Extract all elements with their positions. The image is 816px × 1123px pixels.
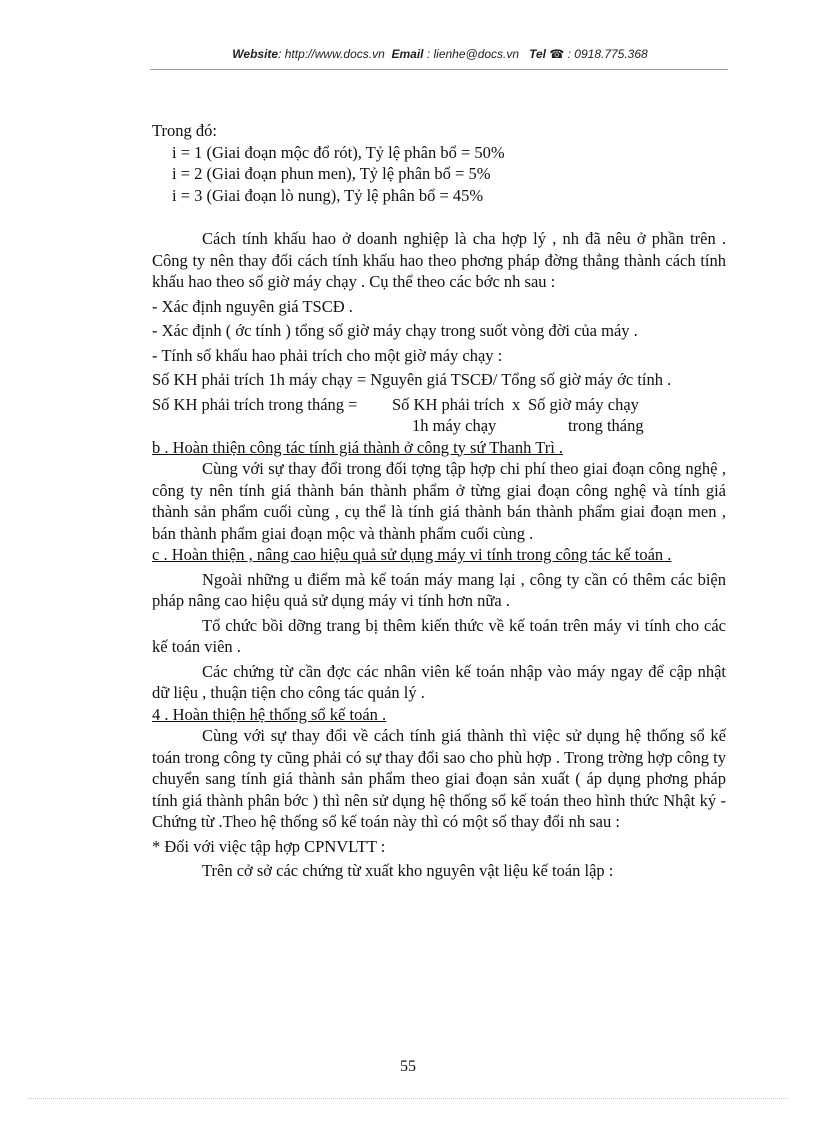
text-line: Số KH phải trích 1h máy chạy = Nguyên giá TSCĐ/ Tổng số giờ máy ớc tính . bbox=[152, 370, 672, 389]
text-line: i = 3 (Giai đoạn lò nung), Tỷ lệ phân bổ = 45% bbox=[172, 185, 484, 205]
page-number: 55 bbox=[400, 1058, 416, 1075]
formula-row bbox=[152, 415, 726, 437]
tel-value: : 0918.775.368 bbox=[567, 47, 648, 61]
website-value: : http://www.docs.vn bbox=[278, 47, 385, 61]
formula-sub: 1h máy chạy bbox=[412, 416, 497, 435]
paragraph: Cách tính khấu hao ở doanh nghiệp là cha hợp lý , nh đã nêu ở phần trên . Công ty nên thay đổi cách tính khấu hao theo phơng pháp đờng thẳng thành cách tính khấu hao theo số giờ máy chạy . Cụ thể theo các bớc nh sau : bbox=[152, 229, 726, 291]
website-label: Website bbox=[232, 47, 279, 61]
text-line: - Xác định nguyên giá TSCĐ . bbox=[152, 296, 353, 316]
paragraph: Ngoài những u điểm mà kế toán máy mang lại , công ty cần có thêm các biện pháp nâng cao hiệu quả sử dụng máy vi tính hơn nữa . bbox=[152, 569, 726, 610]
document-body bbox=[152, 120, 726, 882]
text-line: i = 2 (Giai đoạn phun men), Tỷ lệ phân bổ = 5% bbox=[172, 164, 491, 183]
email-value: : lienhe@docs.vn bbox=[426, 47, 520, 61]
footer-divider bbox=[28, 1098, 788, 1099]
page-header bbox=[150, 47, 730, 61]
paragraph: Cùng với sự thay đổi về cách tính giá thành thì việc sử dụng hệ thống sổ kế toán trong công ty cũng phải có sự thay đổi sao cho phù hợp . Trong trờng hợp công ty chuyển sang tính giá thành sản phẩm theo giai đoạn sản xuất ( áp dụng phơng pháp tính giá thành phân bớc ) thì nên sử dụng hệ thống sổ kế toán theo hình thức Nhật ký - Chứng từ .Theo hệ thống sổ kế toán này thì có một số thay đổi nh sau : bbox=[152, 726, 726, 831]
formula-numerator: Số KH phải trích bbox=[392, 394, 505, 414]
section-heading: 4 . Hoàn thiện hệ thống sổ kế toán . bbox=[152, 704, 387, 724]
text-line: - Tính số khấu hao phải trích cho một giờ máy chạy : bbox=[152, 345, 503, 365]
text-line: Trong đó: bbox=[152, 121, 217, 140]
formula-row bbox=[152, 394, 726, 416]
text-line: i = 1 (Giai đoạn mộc đổ rót), Tỷ lệ phân bổ = 50% bbox=[172, 142, 505, 162]
text-line: - Xác định ( ớc tính ) tổng số giờ máy chạy trong suốt vòng đời của máy . bbox=[152, 321, 638, 340]
formula-operator: x bbox=[512, 394, 521, 414]
formula-label: Số KH phải trích trong tháng = bbox=[152, 394, 358, 414]
paragraph: Trên cở sở các chứng từ xuất kho nguyên vật liệu kế toán lập : bbox=[202, 861, 614, 880]
formula-sub: trong tháng bbox=[568, 416, 644, 435]
paragraph: Cùng với sự thay đổi trong đối tợng tập hợp chi phí theo giai đoạn công nghệ , công ty nên tính giá thành bán thành phẩm ở từng giai đoạn công nghệ và tính giá thành sản phẩm cuối cùng , cụ thể là tính giá thành bán thành phẩm giai đoạn men , bán thành phẩm giai đoạn mộc và thành phẩm cuối cùng . bbox=[152, 459, 726, 543]
phone-icon: ☎ bbox=[549, 47, 565, 61]
text-line: * Đối với việc tập hợp CPNVLTT : bbox=[152, 836, 386, 856]
formula-term: Số giờ máy chạy bbox=[528, 394, 639, 414]
email-label: Email bbox=[391, 47, 424, 61]
section-heading: b . Hoàn thiện công tác tính giá thành ở công ty sứ Thanh Trì . bbox=[152, 437, 564, 457]
tel-label: Tel bbox=[529, 47, 546, 61]
paragraph: Tổ chức bồi dỡng trang bị thêm kiến thức về kế toán trên máy vi tính cho các kế toán viên . bbox=[152, 615, 726, 656]
paragraph: Các chứng từ cần đợc các nhân viên kế toán nhập vào máy ngay để cập nhật dữ liệu , thuận tiện cho công tác quản lý . bbox=[152, 661, 726, 702]
header-divider bbox=[150, 69, 728, 70]
section-heading: c . Hoàn thiện , nâng cao hiệu quả sử dụng máy vi tính trong công tác kế toán . bbox=[152, 545, 672, 564]
